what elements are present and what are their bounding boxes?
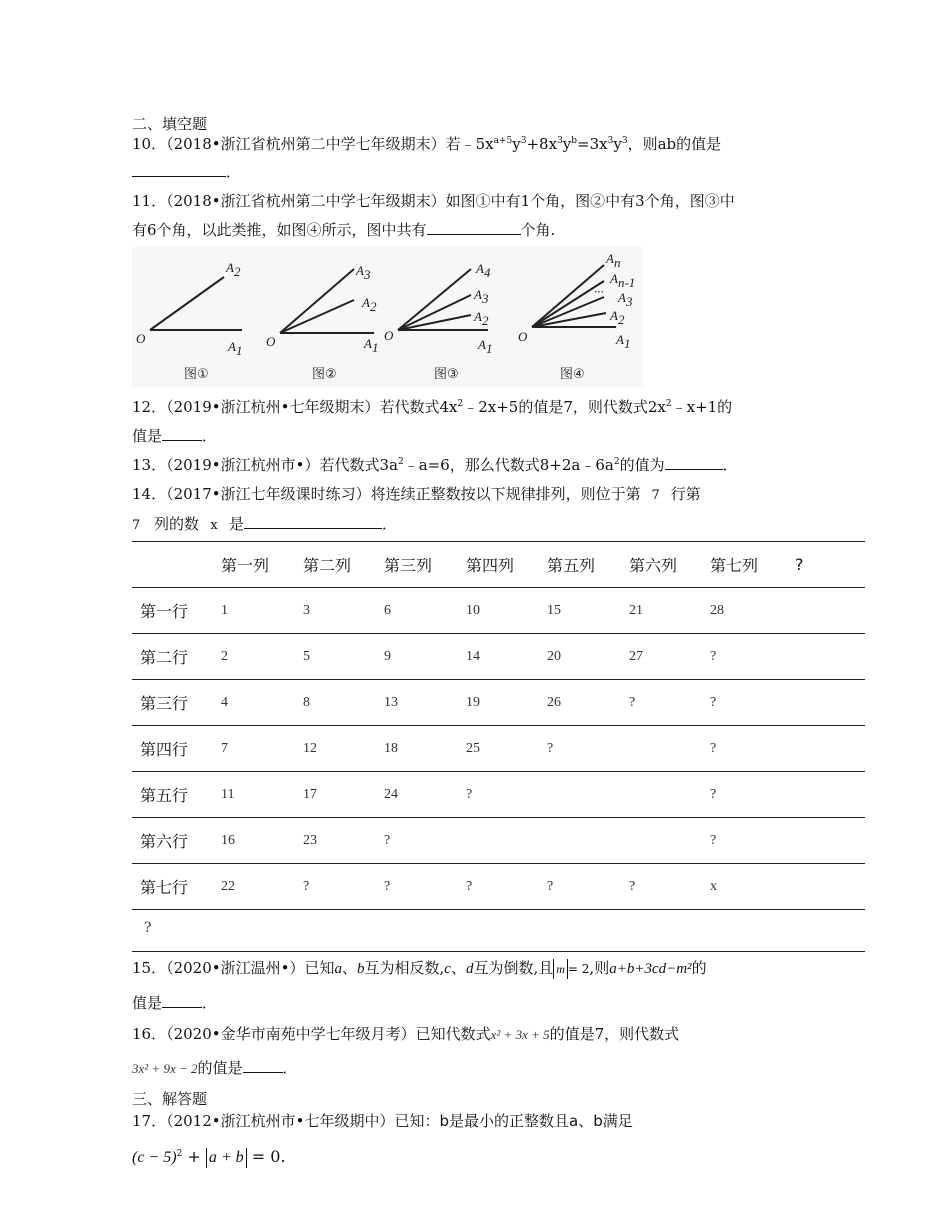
table-cell: ? xyxy=(466,772,547,818)
q14-x: x xyxy=(210,518,218,533)
table-column-header: 第七列 xyxy=(710,542,795,588)
table-cell xyxy=(629,772,710,818)
fig4-caption: 图④ xyxy=(560,367,585,382)
q17-eq-part: = 0 xyxy=(246,1147,281,1166)
table-row xyxy=(132,680,865,726)
table-cell: 24 xyxy=(384,772,466,818)
table-bottom-rule xyxy=(132,951,865,952)
fig3-label-a1: A1 xyxy=(478,337,493,356)
table-column-header: 第一列 xyxy=(221,542,303,588)
q17-text: 、 xyxy=(578,1112,594,1130)
q15-text: （2020•浙江温州•）已知 xyxy=(166,959,335,977)
q15-text: 互为相反数, xyxy=(364,959,445,977)
table-cell: ? xyxy=(629,680,710,726)
fig1-caption: 图① xyxy=(184,367,209,382)
table-trailing-question: ? xyxy=(144,920,152,936)
table-cell: 16 xyxy=(221,818,303,864)
table-cell xyxy=(547,818,629,864)
table-cell: ? xyxy=(710,680,795,726)
q10-answer-blank[interactable] xyxy=(132,162,226,177)
table-corner-cell xyxy=(132,542,221,588)
q14-text: 行第 xyxy=(670,485,701,503)
table-cell: ? xyxy=(303,864,384,910)
q13-exp: 2 xyxy=(397,457,404,467)
q11-text: （2018•浙江省杭州第二中学七年级期末）如图①中有1个角，图②中有3个角，图③中 xyxy=(166,192,735,210)
q17-eq-part: + xyxy=(182,1147,206,1166)
q15-expression: a+b+3cd−m² xyxy=(609,961,692,977)
table-column-header: ? xyxy=(795,542,865,588)
q15-answer-blank[interactable] xyxy=(162,993,202,1008)
table-cell: 4 xyxy=(221,680,303,726)
q12-answer-blank[interactable] xyxy=(162,426,202,441)
q13-text: ﹣a=6，那么代数式8+2a﹣6a xyxy=(403,456,614,474)
q11-text: 个角. xyxy=(520,221,556,239)
q16-expression-1: x² + 3x + 5 xyxy=(490,1027,550,1042)
table-column-header: 第五列 xyxy=(547,542,629,588)
q15-var-d: d xyxy=(465,961,474,977)
q11-text: 有6个角，以此类推，如图④所示，图中共有 xyxy=(132,221,427,239)
table-cell: 17 xyxy=(303,772,384,818)
q10-text: y xyxy=(613,135,622,153)
table-cell xyxy=(629,818,710,864)
q10-answer-line xyxy=(132,162,241,182)
table-cell: 6 xyxy=(384,588,466,634)
q15-text: ,则 xyxy=(589,959,610,977)
q16-text: （2020•金华市南苑中学七年级月考）已知代数式 xyxy=(166,1025,491,1043)
q15-var-a: a xyxy=(334,961,342,977)
table-cell: 1 xyxy=(221,588,303,634)
table-cell: ? xyxy=(384,864,466,910)
table-cell: 11 xyxy=(221,772,303,818)
table-column-header: 第六列 xyxy=(629,542,710,588)
table-cell: 20 xyxy=(547,634,629,680)
question-15 xyxy=(132,958,707,979)
table-row-header: 第一行 xyxy=(132,588,221,634)
question-14 xyxy=(132,484,701,506)
table-cell: 12 xyxy=(303,726,384,772)
table-cell: 15 xyxy=(547,588,629,634)
question-17-equation xyxy=(132,1147,286,1168)
q16-expression-2: 3x² + 9x − 2 xyxy=(132,1061,198,1076)
q10-text: （2018•浙江省杭州第二中学七年级期末）若﹣5x xyxy=(166,135,494,153)
q17-text: （2012•浙江杭州市•七年级期中）已知： xyxy=(166,1112,440,1130)
q17-number: 17． xyxy=(132,1112,167,1130)
q14-answer-blank[interactable] xyxy=(244,514,382,529)
q17-text: 满足 xyxy=(602,1112,633,1130)
q10-text: ，则ab的值是 xyxy=(627,135,722,153)
table-cell: 10 xyxy=(466,588,547,634)
table-cell: ? xyxy=(710,818,795,864)
table-cell: 21 xyxy=(629,588,710,634)
q16-answer-blank[interactable] xyxy=(243,1058,283,1073)
q12-text: 值是 xyxy=(132,427,163,445)
table-cell: x xyxy=(710,864,795,910)
q14-text: 列的数 xyxy=(154,515,200,533)
table-cell: 7 xyxy=(221,726,303,772)
fig3-label-a2: A2 xyxy=(474,309,489,328)
q13-exp: 2 xyxy=(613,457,620,467)
fig2-label-o: O xyxy=(266,334,276,349)
q10-text: y xyxy=(512,135,521,153)
question-16-line2 xyxy=(132,1058,298,1079)
table-cell xyxy=(795,726,865,772)
table-cell: ? xyxy=(384,818,466,864)
q13-text: ． xyxy=(722,456,738,474)
table-row xyxy=(132,634,865,680)
fig2-caption: 图② xyxy=(312,367,337,382)
table-cell xyxy=(795,864,865,910)
q17-eq-abs: a + b xyxy=(206,1148,247,1168)
table-header-row xyxy=(132,542,865,588)
fig4-label-a1: A1 xyxy=(616,332,631,351)
q15-abs-m: m xyxy=(553,959,568,979)
table-cell: 9 xyxy=(384,634,466,680)
table-cell: ? xyxy=(710,726,795,772)
fig3-label-o: O xyxy=(384,328,394,343)
table-row-header: 第二行 xyxy=(132,634,221,680)
table-column-header: 第二列 xyxy=(303,542,384,588)
q12-exp: 2 xyxy=(457,399,464,409)
q10-exp: b xyxy=(571,136,578,146)
fig3-label-a4: A4 xyxy=(476,261,491,280)
q13-answer-blank[interactable] xyxy=(665,455,723,470)
table-row xyxy=(132,726,865,772)
fig1-label-a2: A2 xyxy=(226,260,241,279)
q15-text: 、 xyxy=(341,959,357,977)
table-row xyxy=(132,588,865,634)
q12-number: 12． xyxy=(132,398,167,416)
q10-text: y xyxy=(562,135,572,153)
section-answer: 三、解答题 xyxy=(132,1090,208,1108)
table-cell: 5 xyxy=(303,634,384,680)
table-cell: 14 xyxy=(466,634,547,680)
q16-text: 的值是 xyxy=(197,1059,243,1077)
q10-exp: a+5 xyxy=(493,136,513,146)
table-cell: 18 xyxy=(384,726,466,772)
q14-row-number: 7 xyxy=(651,488,660,503)
table-cell: 19 xyxy=(466,680,547,726)
table-cell xyxy=(795,680,865,726)
question-10 xyxy=(132,134,721,154)
q11-number: 11． xyxy=(132,192,167,210)
q15-text: 的 xyxy=(691,959,707,977)
q17-eq-end: . xyxy=(280,1147,286,1166)
fig2-label-a2: A2 xyxy=(362,295,377,314)
q13-text: （2019•浙江杭州市•）若代数式3a xyxy=(166,456,398,474)
fig2-label-a1: A1 xyxy=(364,336,379,355)
fig2-label-a3: A3 xyxy=(356,263,371,282)
q13-number: 13． xyxy=(132,456,167,474)
fig3-caption: 图③ xyxy=(434,367,459,382)
q15-var-c: c xyxy=(444,961,451,977)
q17-var-b2: b xyxy=(593,1112,603,1130)
q10-number: 10． xyxy=(132,135,167,153)
q14-number: 14． xyxy=(132,485,167,503)
q10-exp: 3 xyxy=(520,136,527,146)
table-column-header: 第三列 xyxy=(384,542,466,588)
table-row-header: 第五行 xyxy=(132,772,221,818)
q16-number: 16． xyxy=(132,1025,167,1043)
question-14-line2 xyxy=(132,514,397,536)
table-cell: ? xyxy=(466,864,547,910)
q17-var-a: a xyxy=(569,1112,579,1130)
table-cell: ? xyxy=(547,726,629,772)
q10-end: ． xyxy=(226,163,242,181)
table-row-header: 第六行 xyxy=(132,818,221,864)
table-cell xyxy=(629,726,710,772)
fig4-label-a3: A3 xyxy=(618,290,633,309)
table-row xyxy=(132,864,865,910)
q17-var-b: b xyxy=(439,1112,449,1130)
fig4-label-a2: A2 xyxy=(610,308,625,327)
fig4-label-o: O xyxy=(518,329,528,344)
table-cell: 8 xyxy=(303,680,384,726)
q10-exp: 3 xyxy=(621,136,628,146)
q16-text: ． xyxy=(282,1059,298,1077)
q13-text: 的值为 xyxy=(619,456,665,474)
table-row-header: 第七行 xyxy=(132,864,221,910)
table-row xyxy=(132,772,865,818)
q15-text: ． xyxy=(202,994,218,1012)
table-cell: ? xyxy=(710,634,795,680)
q14-text: （2017•浙江七年级课时练习）将连续正整数按以下规律排列，则位于第 xyxy=(166,485,641,503)
angle-figures xyxy=(132,247,642,387)
q10-exp: 3 xyxy=(607,136,614,146)
table-cell: 2 xyxy=(221,634,303,680)
q15-text: 值是 xyxy=(132,994,163,1012)
q17-eq-part: (c − 5) xyxy=(132,1149,177,1166)
table-row-header: 第四行 xyxy=(132,726,221,772)
table-cell xyxy=(466,818,547,864)
table-column-header: 第四列 xyxy=(466,542,547,588)
q17-eq-exp: 2 xyxy=(176,1149,183,1159)
table-cell xyxy=(795,818,865,864)
table-row-header: 第三行 xyxy=(132,680,221,726)
number-pattern-table xyxy=(132,541,865,910)
table-cell: ? xyxy=(547,864,629,910)
q15-text: 、 xyxy=(450,959,466,977)
q16-text: 的值是7，则代数式 xyxy=(549,1025,680,1043)
q14-text: 是 xyxy=(229,515,245,533)
figure-background xyxy=(132,247,642,387)
q10-exp: 3 xyxy=(557,136,563,146)
q15-number: 15． xyxy=(132,959,167,977)
q17-text: 是最小的正整数且 xyxy=(449,1112,570,1130)
q15-text: 互为倒数,且 xyxy=(473,959,554,977)
question-17 xyxy=(132,1111,633,1131)
table-cell xyxy=(795,634,865,680)
table-cell: 3 xyxy=(303,588,384,634)
table-cell: ? xyxy=(710,772,795,818)
q11-answer-blank[interactable] xyxy=(427,220,521,235)
table-cell: 23 xyxy=(303,818,384,864)
q10-text: +8x xyxy=(526,135,558,153)
question-15-line2 xyxy=(132,993,217,1013)
q12-text: ． xyxy=(202,427,218,445)
table-cell: 13 xyxy=(384,680,466,726)
table-cell xyxy=(795,588,865,634)
section-fill-blank: 二、填空题 xyxy=(132,115,208,133)
q12-text: ﹣x+1的 xyxy=(671,398,733,416)
table-cell: ? xyxy=(629,864,710,910)
question-11 xyxy=(132,191,735,211)
q12-text: ﹣2x+5的值是7，则代数式2x xyxy=(463,398,666,416)
fig4-label-an1: An-1 xyxy=(610,271,636,290)
table-cell xyxy=(795,772,865,818)
question-13 xyxy=(132,455,738,475)
question-12-line2 xyxy=(132,426,217,446)
table-cell xyxy=(547,772,629,818)
question-16 xyxy=(132,1024,679,1045)
table-cell: 26 xyxy=(547,680,629,726)
table-cell: 25 xyxy=(466,726,547,772)
q12-text: （2019•浙江杭州•七年级期末）若代数式4x xyxy=(166,398,458,416)
table-cell: 22 xyxy=(221,864,303,910)
q14-text: ． xyxy=(382,515,398,533)
fig1-label-a1: A1 xyxy=(228,339,243,358)
fig3-label-a3: A3 xyxy=(474,287,489,306)
fig1-label-o: O xyxy=(136,331,146,346)
q10-text: =3x xyxy=(577,135,608,153)
q15-eq: = 2 xyxy=(567,962,590,976)
fig4-label-an: An xyxy=(606,251,621,270)
table-row xyxy=(132,818,865,864)
question-11-line2 xyxy=(132,220,555,240)
question-12 xyxy=(132,397,732,417)
q12-exp: 2 xyxy=(665,399,672,409)
q15-var-b: b xyxy=(356,961,365,977)
q14-col-number: 7 xyxy=(132,518,141,533)
fig4-dots: ··· xyxy=(594,284,604,299)
table-cell: 28 xyxy=(710,588,795,634)
table-cell: 27 xyxy=(629,634,710,680)
